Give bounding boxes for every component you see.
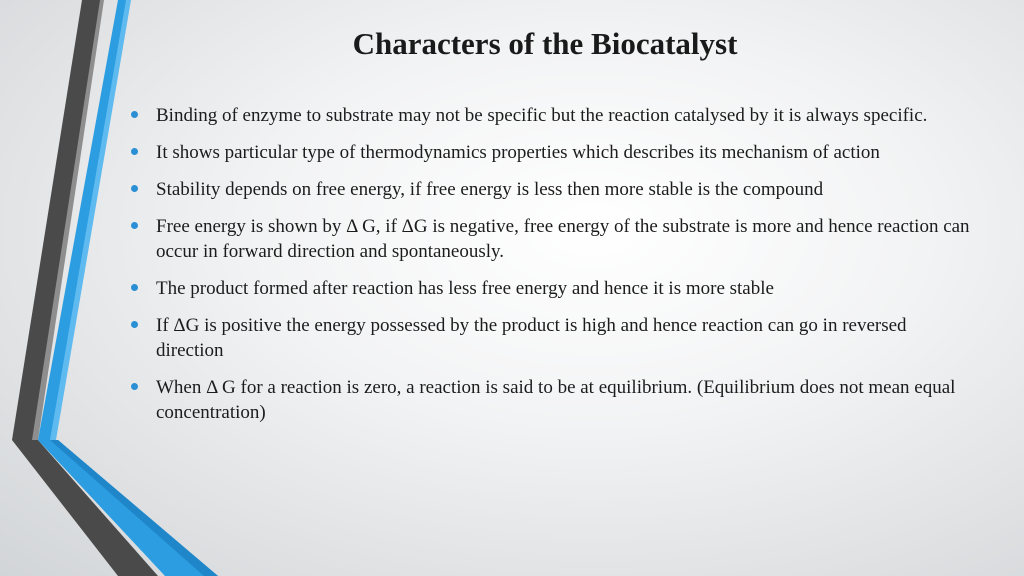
bullet-item-5 [130,276,970,301]
bullet-dot [131,111,138,118]
bullet-text: Stability depends on free energy, if free energy is less then more stable is the compound [156,179,824,200]
bullet-item-2 [130,140,970,165]
bullet-item-1 [130,103,970,128]
bullet-text: Binding of enzyme to substrate may not be specific but the reaction catalysed by it is always specific. [156,105,928,126]
bullet-text: If ΔG is positive the energy possessed by the product is high and hence reaction can go in reversed direction [156,315,907,361]
bullet-item-4 [130,214,970,264]
bullet-text: When Δ G for a reaction is zero, a reaction is said to be at equilibrium. (Equilibrium does not mean equal concentration) [156,377,956,423]
bullet-text: It shows particular type of thermodynamics properties which describes its mechanism of action [156,142,880,163]
bullet-dot [131,148,138,155]
bullet-dot [131,185,138,192]
bullet-dot [131,321,138,328]
bullet-dot [131,222,138,229]
slide-title: Characters of the Biocatalyst [352,26,738,61]
bullet-item-3 [130,177,970,202]
bullet-list [130,103,970,437]
bullet-text: Free energy is shown by Δ G, if ΔG is negative, free energy of the substrate is more and hence reaction can occur in forward direction and spontaneously. [156,216,970,262]
bullet-dot [131,383,138,390]
bullet-dot [131,284,138,291]
bullet-item-6 [130,313,970,363]
bullet-item-7 [130,375,970,425]
bullet-text: The product formed after reaction has less free energy and hence it is more stable [156,278,774,299]
